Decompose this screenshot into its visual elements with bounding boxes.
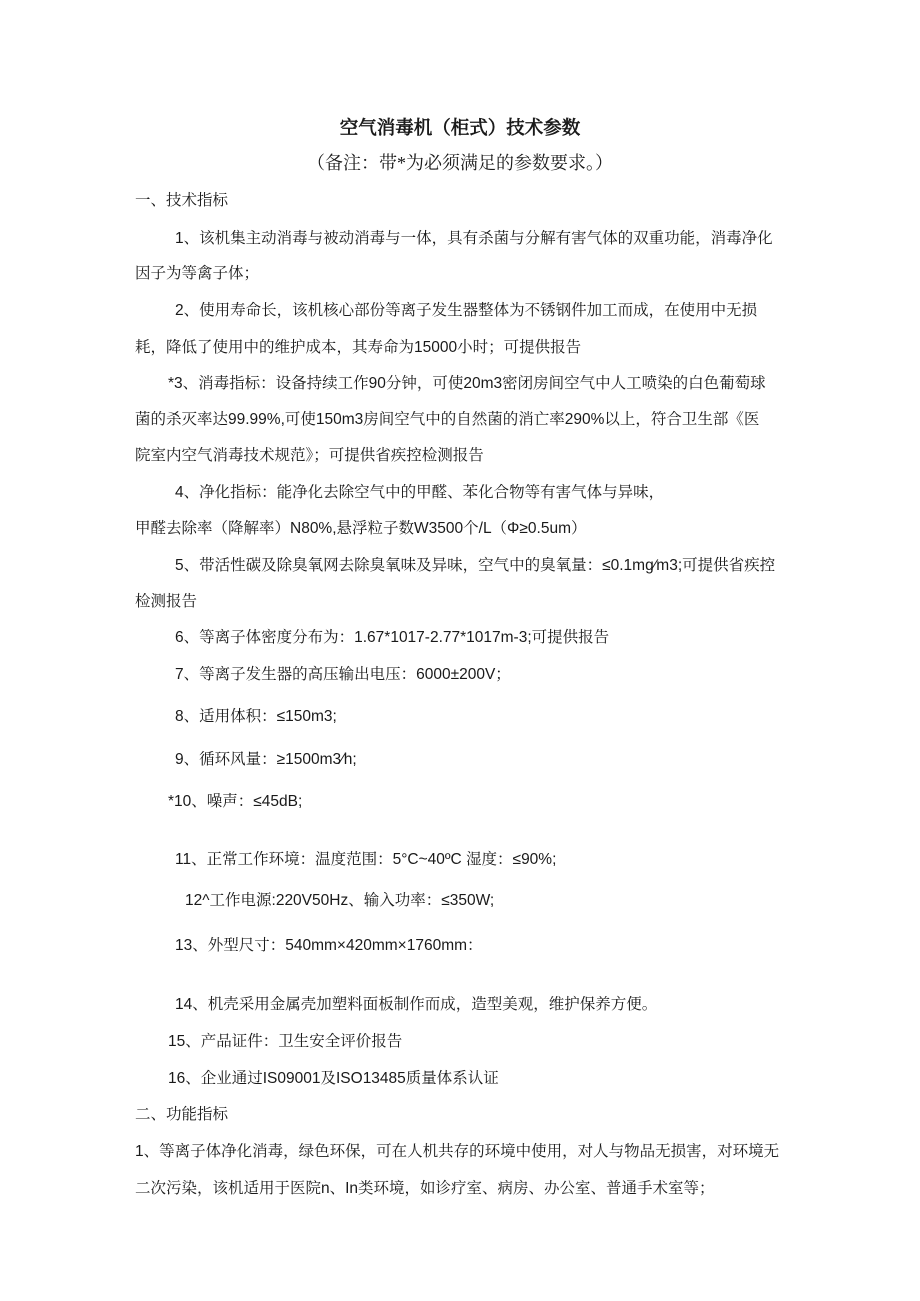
- spec-item-12: 12^工作电源:220V50Hz、输入功率：≤350W;: [185, 892, 495, 909]
- document-note: （备注：带*为必须满足的参数要求。）: [307, 153, 613, 173]
- spec-line: 5、带活性碳及除臭氧网去除臭氧味及异味，空气中的臭氧量：≤0.1mg∕m3;可提供省疾控: [175, 557, 776, 574]
- document-title: 空气消毒机（柜式）技术参数: [339, 117, 581, 138]
- spec-item-16: 16、企业通过IS09001及ISO13485质量体系认证: [168, 1070, 499, 1087]
- spec-item-14: 14、机壳采用金属壳加塑料面板制作而成，造型美观，维护保养方便。: [175, 996, 658, 1013]
- spec-item-10: *10、噪声：≤45dB;: [168, 793, 303, 810]
- spec-item-9: 9、循环风量：≥1500m3∕h;: [175, 751, 357, 768]
- spec-line: 4、净化指标：能净化去除空气中的甲醛、苯化合物等有害气体与异味，: [175, 484, 665, 501]
- function-line: 1、等离子体净化消毒，绿色环保，可在人机共存的环境中使用，对人与物品无损害，对环境无: [135, 1143, 780, 1160]
- spec-item-15: 15、产品证件：卫生安全评价报告: [168, 1033, 403, 1050]
- spec-line: 耗，降低了使用中的维护成本，其寿命为15000小时；可提供报告: [135, 339, 582, 356]
- spec-line: 因子为等禽子体；: [135, 265, 260, 282]
- spec-item-7: 7、等离子发生器的高压输出电压：6000±200V；: [175, 666, 511, 683]
- spec-line: 甲醛去除率（降解率）N80%,悬浮粒子数W3500个/L（Φ≥0.5um）: [135, 520, 587, 537]
- spec-item-11: 11、正常工作环境：温度范围：5°C~40ºC 湿度：≤90%;: [175, 851, 557, 868]
- spec-item-8: 8、适用体积：≤150m3;: [175, 708, 337, 725]
- spec-line: 菌的杀灭率达99.99%,可使150m3房间空气中的自然菌的消亡率290%以上，符合卫生部《医: [135, 411, 760, 428]
- spec-line: 1、该机集主动消毒与被动消毒与一体，具有杀菌与分解有害气体的双重功能，消毒净化: [175, 230, 773, 247]
- spec-line: *3、消毒指标：设备持续工作90分钟，可使20m3密闭房间空气中人工喷染的白色葡萄球: [168, 375, 766, 392]
- spec-item-13: 13、外型尺寸：540mm×420mm×1760mm：: [175, 937, 483, 954]
- section-heading: 二、功能指标: [135, 1106, 229, 1123]
- spec-item-6: 6、等离子体密度分布为：1.67*1017-2.77*1017m-3;可提供报告: [175, 629, 610, 646]
- section-heading: 一、技术指标: [135, 192, 229, 209]
- spec-line: 检测报告: [135, 593, 198, 610]
- spec-line: 2、使用寿命长，该机核心部份等离子发生器整体为不锈钢件加工而成，在使用中无损: [175, 302, 758, 319]
- spec-line: 院室内空气消毒技术规范》；可提供省疾控检测报告: [135, 447, 484, 464]
- function-line: 二次污染，该机适用于医院n、In类环境，如诊疗室、病房、办公室、普通手术室等；: [135, 1180, 715, 1197]
